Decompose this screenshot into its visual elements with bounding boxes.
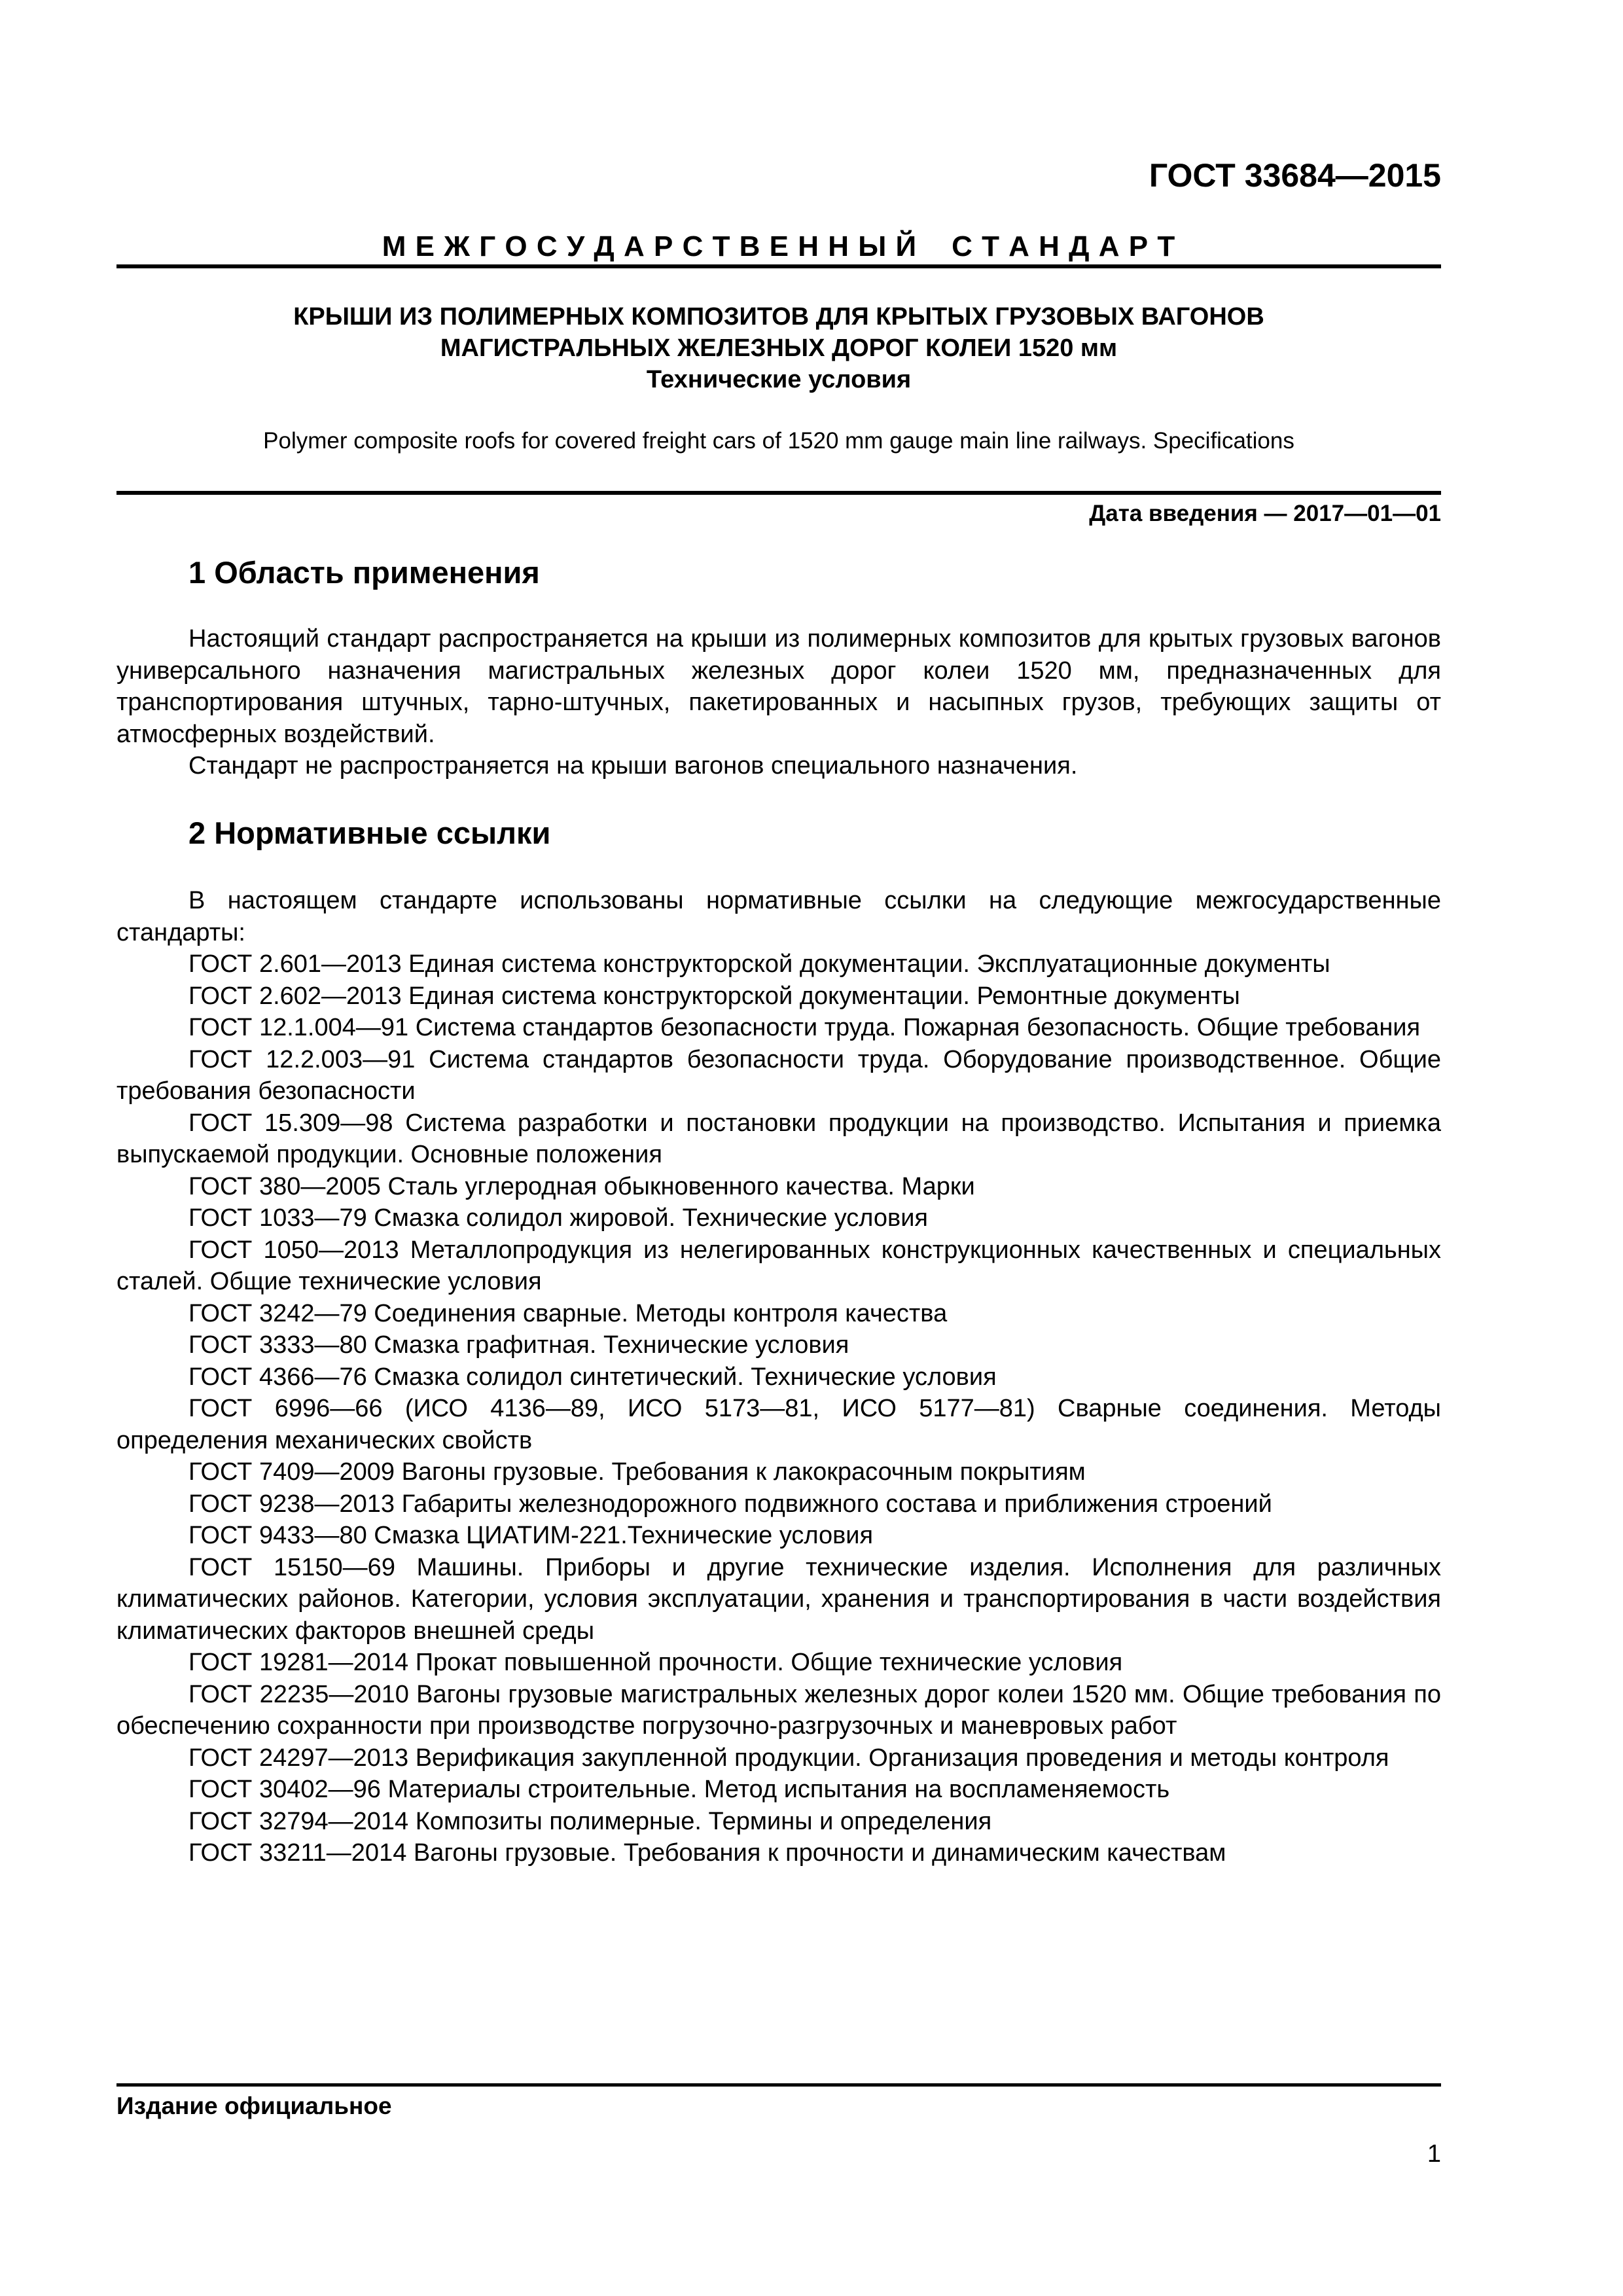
introduction-date: Дата введения — 2017—01—01	[1089, 501, 1441, 526]
reference-item: ГОСТ 2.602—2013 Единая система конструкторской документации. Ремонтные документы	[188, 982, 1240, 1010]
official-edition-label: Издание официальное	[116, 2092, 392, 2119]
header-rule	[116, 264, 1441, 268]
document-title	[116, 301, 1441, 395]
normative-references-list	[116, 885, 1441, 1869]
reference-item: ГОСТ 19281—2014 Прокат повышенной прочности. Общие технические условия	[188, 1649, 1123, 1676]
reference-item: ГОСТ 3333—80 Смазка графитная. Технические условия	[188, 1331, 849, 1359]
reference-item: ГОСТ 7409—2009 Вагоны грузовые. Требования к лакокрасочным покрытиям	[188, 1458, 1086, 1486]
reference-item: ГОСТ 1033—79 Смазка солидол жировой. Технические условия	[188, 1204, 928, 1232]
footer-rule	[116, 2083, 1441, 2087]
references-intro: В настоящем стандарте использованы нормативные ссылки на следующие межгосударственные стандарты:	[116, 887, 1441, 946]
title-line-3: Технические условия	[646, 366, 912, 393]
reference-item: ГОСТ 15.309—98 Система разработки и постановки продукции на производство. Испытания и приемка выпускаемой продукции. Основные положения	[116, 1109, 1441, 1168]
reference-item: ГОСТ 2.601—2013 Единая система конструкторской документации. Эксплуатационные документы	[188, 950, 1330, 978]
reference-item: ГОСТ 6996—66 (ИСО 4136—89, ИСО 5173—81, ИСО 5177—81) Сварные соединения. Методы определения механических свойств	[116, 1395, 1441, 1454]
reference-item: ГОСТ 4366—76 Смазка солидол синтетический. Технические условия	[188, 1363, 997, 1391]
page-number: 1	[1427, 2140, 1441, 2168]
title-line-1: КРЫШИ ИЗ ПОЛИМЕРНЫХ КОМПОЗИТОВ ДЛЯ КРЫТЫХ ГРУЗОВЫХ ВАГОНОВ	[293, 303, 1264, 331]
reference-item: ГОСТ 30402—96 Материалы строительные. Метод испытания на воспламеняемость	[188, 1776, 1170, 1803]
reference-item: ГОСТ 3242—79 Соединения сварные. Методы контроля качества	[188, 1299, 948, 1327]
reference-item: ГОСТ 1050—2013 Металлопродукция из нелегированных конструкционных качественных и специальных сталей. Общие технические условия	[116, 1236, 1441, 1295]
english-title: Polymer composite roofs for covered freight cars of 1520 mm gauge main line railways. Specifications	[263, 428, 1294, 454]
section-2-heading: 2 Нормативные ссылки	[188, 816, 551, 850]
document-number: ГОСТ 33684—2015	[1149, 157, 1441, 194]
reference-item: ГОСТ 24297—2013 Верификация закупленной продукции. Организация проведения и методы контроля	[188, 1744, 1389, 1772]
title-rule	[116, 491, 1441, 495]
reference-item: ГОСТ 9433—80 Смазка ЦИАТИМ-221.Технические условия	[188, 1522, 874, 1549]
reference-item: ГОСТ 12.1.004—91 Система стандартов безопасности труда. Пожарная безопасность. Общие требования	[188, 1014, 1421, 1041]
title-line-2: МАГИСТРАЛЬНЫХ ЖЕЛЕЗНЫХ ДОРОГ КОЛЕИ 1520 мм	[440, 334, 1118, 362]
section-1-paragraph-1: Настоящий стандарт распространяется на крыши из полимерных композитов для крытых грузовых вагонов универсального назначения магистральных железных дорог колеи 1520 мм, предназначенных для транспортирования штучных, тарно-штучных, пакетированных и насыпных грузов, требующих защиты от атмосферных воздействий.	[116, 625, 1441, 748]
reference-item: ГОСТ 9238—2013 Габариты железнодорожного подвижного состава и приближения строений	[188, 1490, 1272, 1518]
section-1-heading: 1 Область применения	[188, 555, 540, 590]
section-1-paragraph-2: Стандарт не распространяется на крыши вагонов специального назначения.	[188, 752, 1078, 780]
reference-item: ГОСТ 33211—2014 Вагоны грузовые. Требования к прочности и динамическим качествам	[188, 1839, 1226, 1867]
reference-item: ГОСТ 380—2005 Сталь углеродная обыкновенного качества. Марки	[188, 1172, 975, 1200]
document-page	[116, 0, 1441, 2296]
reference-item: ГОСТ 12.2.003—91 Система стандартов безопасности труда. Оборудование производственное. Общие требования безопасности	[116, 1045, 1441, 1105]
reference-item: ГОСТ 15150—69 Машины. Приборы и другие технические изделия. Исполнения для различных климатических районов. Категории, условия эксплуатации, хранения и транспортирования в части воздействия климатических факторов внешней среды	[116, 1553, 1441, 1645]
reference-item: ГОСТ 22235—2010 Вагоны грузовые магистральных железных дорог колеи 1520 мм. Общие требования по обеспечению сохранности при производстве погрузочно-разгрузочных и маневровых работ	[116, 1680, 1441, 1740]
interstate-standard-label: М Е Ж Г О С У Д А Р С Т В Е Н Н Ы Й С Т А Н Д А Р Т	[382, 230, 1176, 262]
reference-item: ГОСТ 32794—2014 Композиты полимерные. Термины и определения	[188, 1807, 992, 1835]
